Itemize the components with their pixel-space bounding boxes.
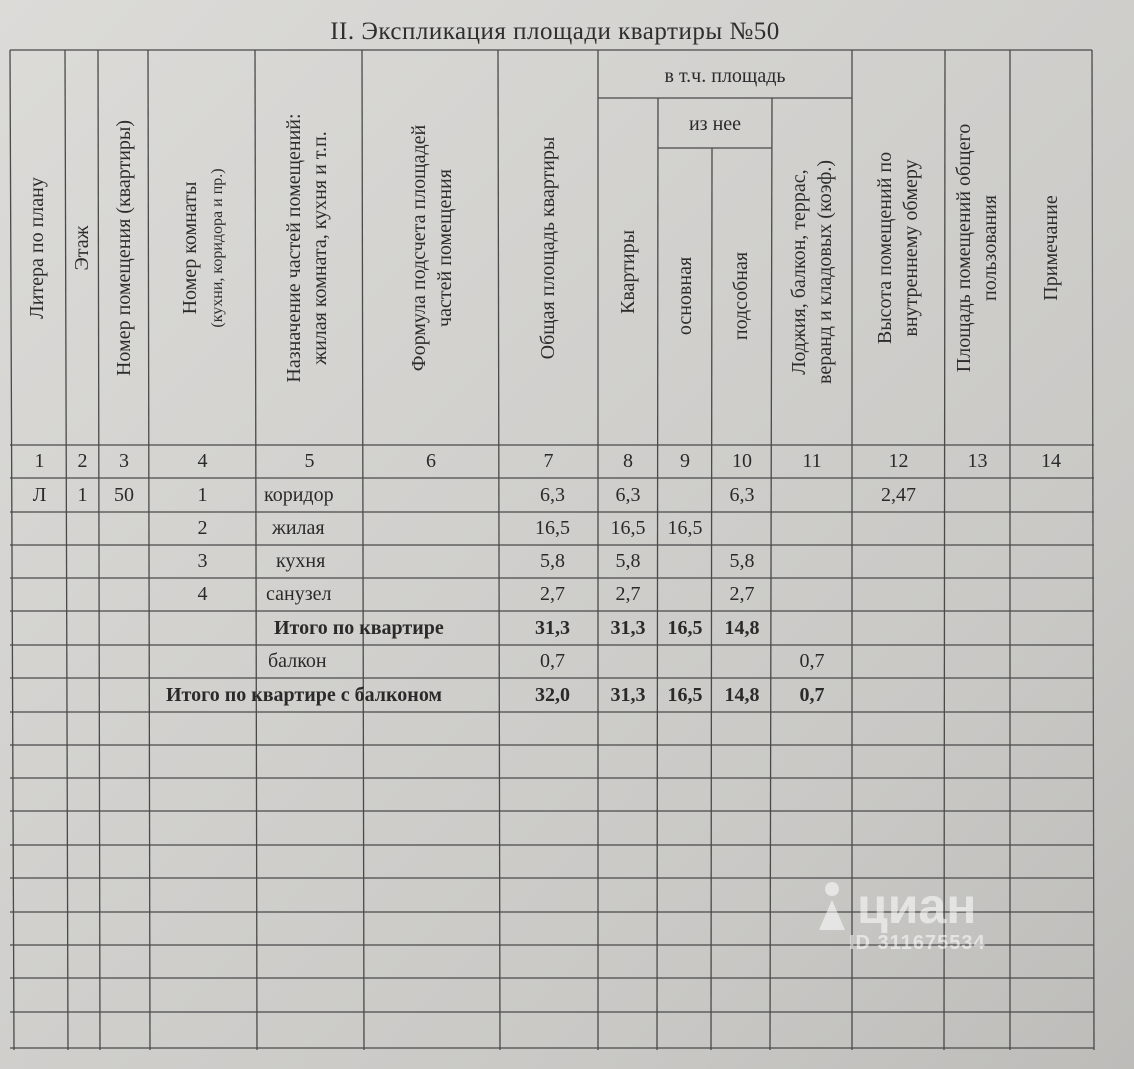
cell-total-area: 5,8 xyxy=(540,550,565,572)
subtotal-aux-area: 14,8 xyxy=(724,616,760,639)
cell-room-name: санузел xyxy=(266,583,332,605)
cell-room-number: 2 xyxy=(197,517,208,539)
subtotal-apt-area: 31,3 xyxy=(610,616,646,639)
cell-room-name: коридор xyxy=(264,483,334,506)
location-pin-icon xyxy=(815,880,849,932)
column-number: 12 xyxy=(888,450,909,472)
column-number: 2 xyxy=(77,450,88,472)
cell-balcony-name: балкон xyxy=(268,650,327,672)
document-title: II. Экспликация площади квартиры №50 xyxy=(330,18,780,45)
cell-room-name: жилая xyxy=(272,517,325,539)
cell-room-number: 4 xyxy=(197,583,208,605)
cell-balcony-loggia: 0,7 xyxy=(799,650,825,672)
header-group-area: в т.ч. площадь xyxy=(664,64,786,87)
cian-watermark xyxy=(815,880,986,955)
subtotal-main-area: 16,5 xyxy=(667,616,703,639)
cell-room-name: кухня xyxy=(276,550,326,572)
column-number: 3 xyxy=(119,450,129,472)
column-number: 13 xyxy=(967,450,988,472)
grand-total-apt-area: 31,3 xyxy=(610,683,646,706)
cell-main-area: 16,5 xyxy=(667,517,703,539)
cell-aux-area: 2,7 xyxy=(729,583,755,605)
column-number: 9 xyxy=(680,450,690,472)
header-group-of-which: из нее xyxy=(688,112,742,135)
cell-apt-area: 5,8 xyxy=(615,550,641,572)
cell-apt-area: 2,7 xyxy=(615,583,641,605)
column-number: 6 xyxy=(426,450,436,472)
watermark-logo: циан xyxy=(857,878,977,934)
column-number: 14 xyxy=(1041,450,1061,472)
cell-floor: 1 xyxy=(77,483,88,506)
cell-aux-area xyxy=(712,512,772,545)
grand-total-aux-area: 14,8 xyxy=(724,683,760,706)
cell-aux-area: 6,3 xyxy=(729,483,755,506)
cell-apt-area: 16,5 xyxy=(610,517,646,539)
grand-total-loggia: 0,7 xyxy=(799,683,825,706)
column-number: 4 xyxy=(197,450,208,472)
column-number: 7 xyxy=(543,450,554,472)
grand-total-main-area: 16,5 xyxy=(667,683,703,706)
column-number: 10 xyxy=(732,450,752,472)
subtotal-label: Итого по квартире xyxy=(274,616,444,639)
cell-height: 2,47 xyxy=(881,483,916,506)
column-number: 1 xyxy=(34,450,45,472)
grand-total-label: Итого по квартире с балконом xyxy=(166,683,443,706)
cell-room-number: 1 xyxy=(197,483,208,506)
column-number: 8 xyxy=(623,450,633,472)
cell-total-area: 2,7 xyxy=(540,583,565,605)
cell-aux-area: 5,8 xyxy=(729,550,755,572)
column-number: 5 xyxy=(304,450,315,472)
cell-apt-area: 6,3 xyxy=(615,483,641,506)
column-number: 11 xyxy=(802,450,822,472)
cell-main-area xyxy=(658,478,712,512)
watermark-id: ID 311675534 xyxy=(849,932,986,954)
cell-loggia-area xyxy=(772,478,852,512)
cell-litera: Л xyxy=(32,483,47,506)
subtotal-total-area: 31,3 xyxy=(535,616,570,639)
cell-total-area: 16,5 xyxy=(535,517,570,539)
cell-total-area: 6,3 xyxy=(540,483,565,506)
cell-balcony-total: 0,7 xyxy=(540,650,565,672)
grand-total-area: 32,0 xyxy=(535,683,570,706)
cell-room-number: 3 xyxy=(197,550,208,572)
cell-apt-number: 50 xyxy=(114,483,134,506)
